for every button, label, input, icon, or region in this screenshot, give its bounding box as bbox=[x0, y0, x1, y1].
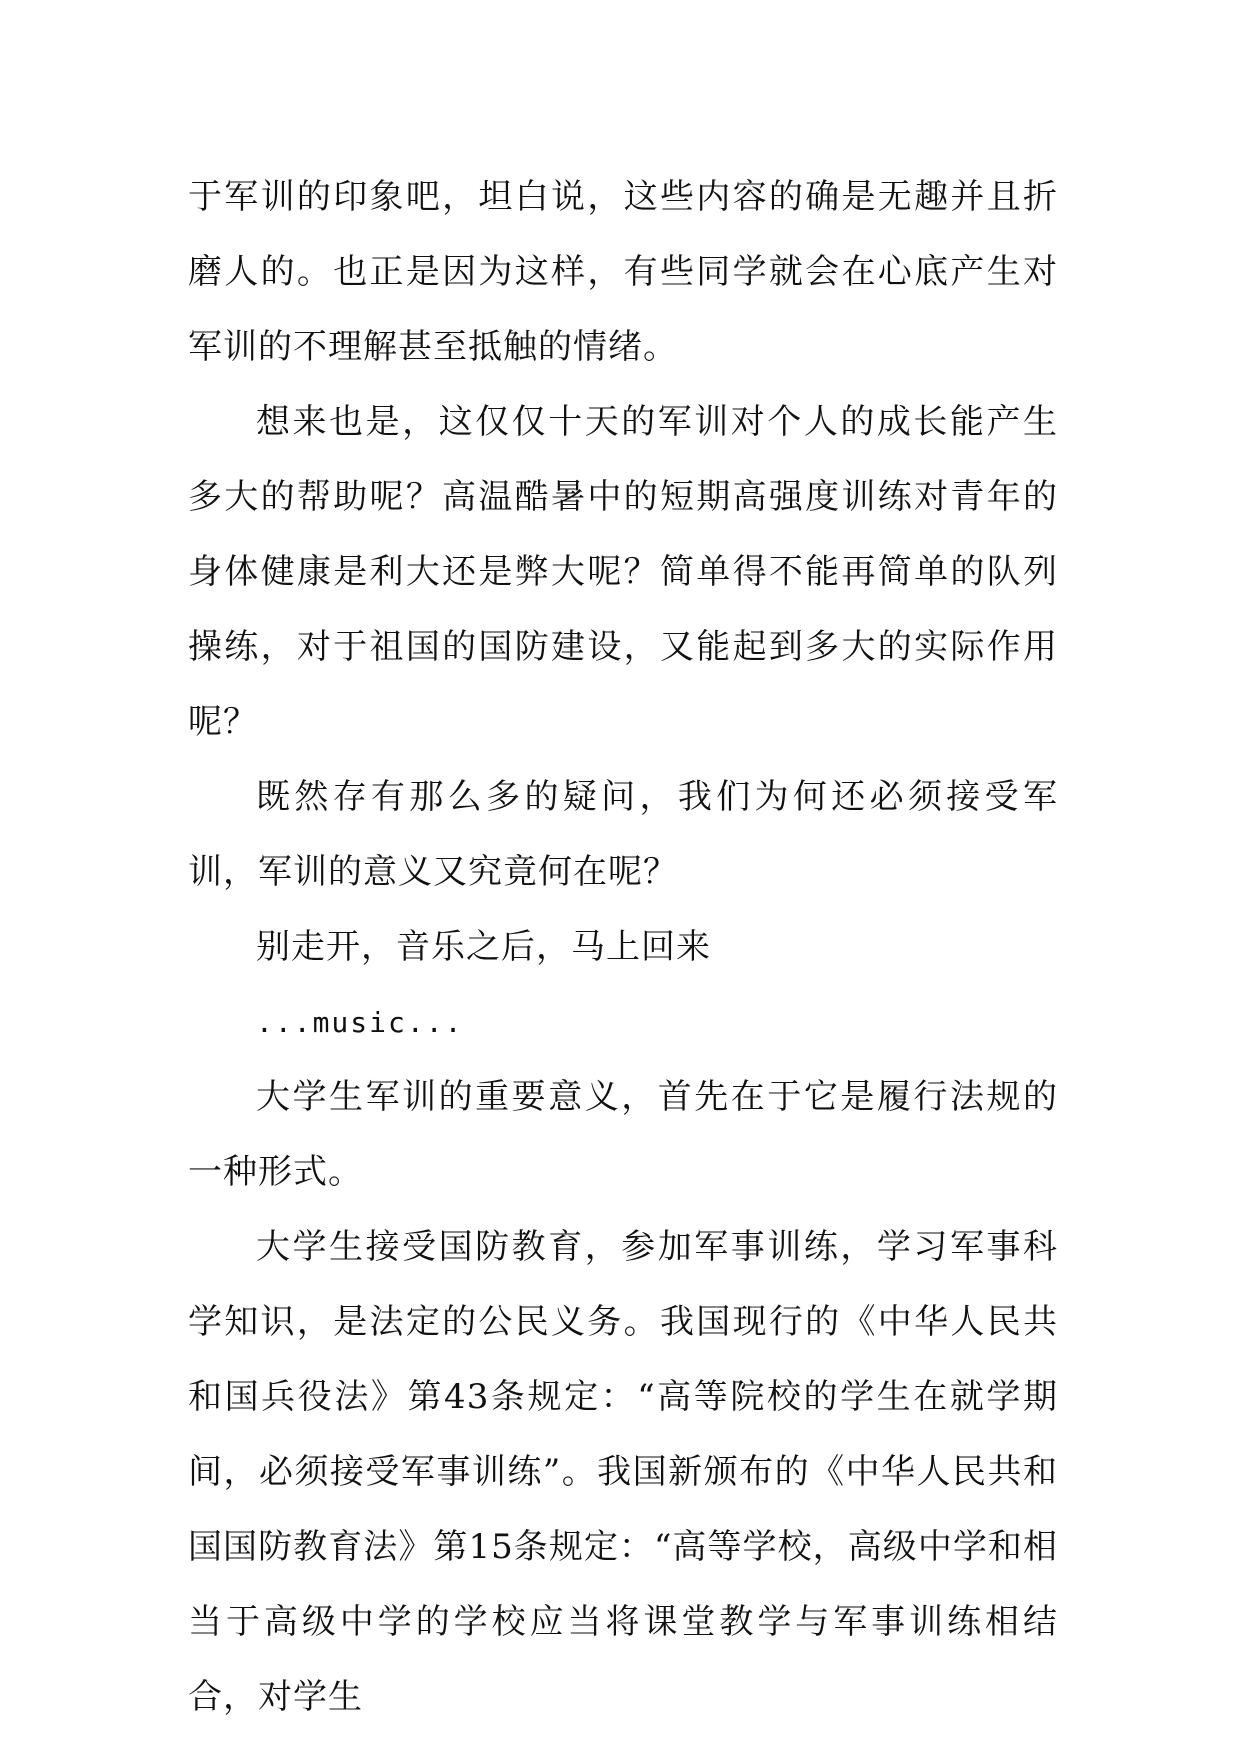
paragraph-5-music: ...music... bbox=[256, 1006, 464, 1039]
paragraph-1: 于军训的印象吧，坦白说，这些内容的确是无趣并且折磨人的。也正是因为这样，有些同学就会在心底产生对军训的不理解甚至抵触的情绪。 bbox=[188, 177, 1058, 367]
paragraph-2: 想来也是，这仅仅十天的军训对个人的成长能产生多大的帮助呢？高温酷暑中的短期高强度训练对青年的身体健康是利大还是弊大呢？简单得不能再简单的队列操练，对于祖国的国防建设，又能起到多大的实际作用呢？ bbox=[188, 402, 1058, 742]
paragraph-4: 别走开，音乐之后，马上回来 bbox=[256, 927, 711, 967]
document-body bbox=[188, 160, 1058, 1735]
paragraph-3: 既然存有那么多的疑问，我们为何还必须接受军训，军训的意义又究竟何在呢？ bbox=[188, 777, 1058, 892]
paragraph-6: 大学生军训的重要意义，首先在于它是履行法规的一种形式。 bbox=[188, 1077, 1058, 1192]
paragraph-7: 大学生接受国防教育，参加军事训练，学习军事科学知识，是法定的公民义务。我国现行的《中华人民共和国兵役法》第43条规定：“高等院校的学生在就学期间，必须接受军事训练”。我国新颁布的《中华人民共和国国防教育法》第15条规定：“高等学校，高级中学和相当于高级中学的学校应当将课堂教学与军事训练相结合，对学生 bbox=[188, 1227, 1058, 1717]
